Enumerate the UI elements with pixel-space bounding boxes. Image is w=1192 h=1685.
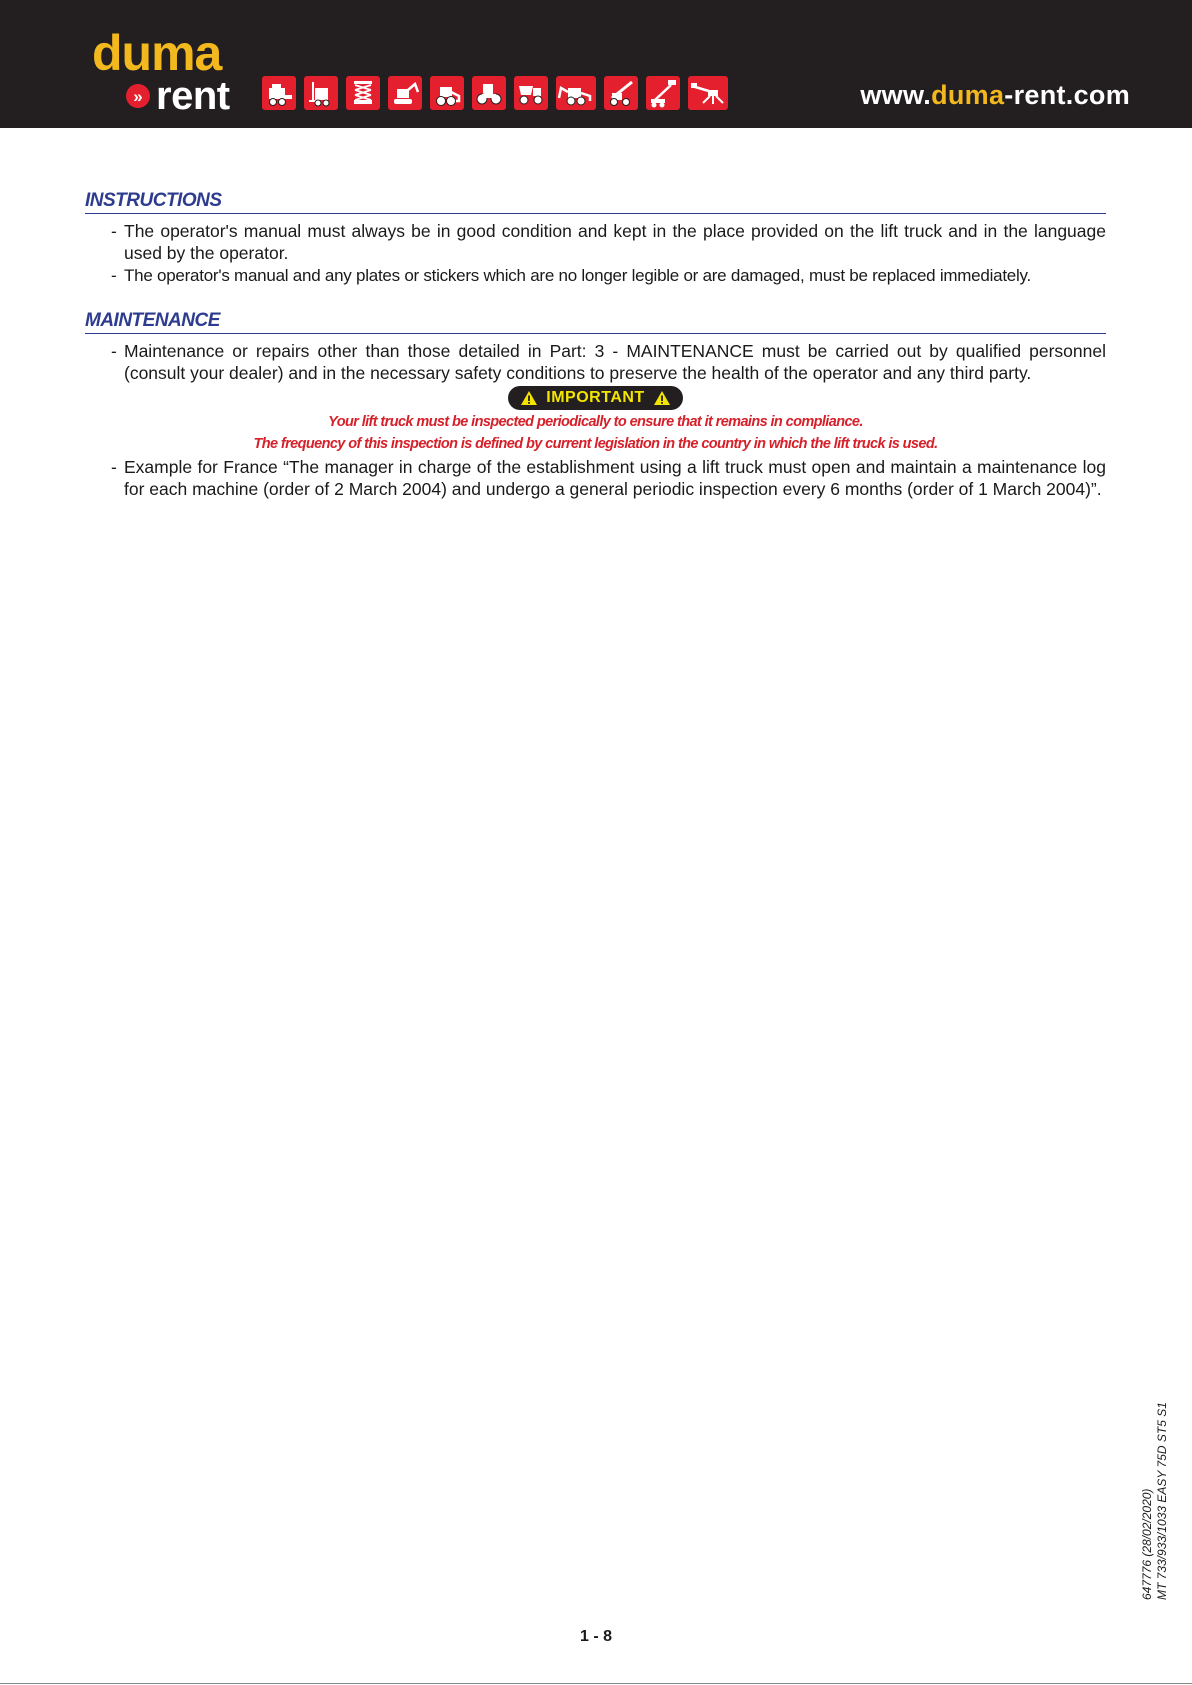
warning-icon [653,390,671,406]
website-prefix: www. [860,80,932,110]
page-bottom-rule [0,1683,1192,1684]
backhoe-icon [556,76,596,110]
scissor-lift-icon [346,76,380,110]
instructions-bullet-1: The operator's manual must always be in good condition and kept in the place provided on the lift truck and in the language used by the operator. [124,221,1106,263]
spider-lift-icon [688,76,728,110]
skid-steer-icon [262,76,296,110]
important-notice [85,386,1106,411]
maintenance-bullet-2: Example for France “The manager in charge of the establishment using a lift truck must open and maintain a maintenance log for each machine (order of 2 March 2004) and undergo a general periodic inspection every 6 months (order of 1 March 2004)”. [124,457,1106,499]
instructions-section [85,190,1106,287]
maintenance-title: MAINTENANCE [85,310,1106,334]
website-url[interactable] [860,80,1130,111]
website-suffix: -rent.com [1004,80,1130,110]
important-badge [508,386,682,410]
doc-ref-line-2: MT 733/933/1033 EASY 75D ST5 S1 [1155,1402,1169,1600]
mini-excavator-icon [388,76,422,110]
website-brand: duma [931,80,1005,110]
list-item: - Maintenance or repairs other than those detailed in Part: 3 - MAINTENANCE must be carried out by qualified personnel (consult your dealer) and in the necessary safety conditions to preserve the health of the operator and any third party. [111,341,1106,383]
logo-rent-text: rent [156,74,230,118]
instructions-bullet-2: The operator's manual and any plates or stickers which are no longer legible or are damaged, must be replaced immediately. [124,266,1031,285]
wheel-loader-icon [430,76,464,110]
maintenance-bullet-1: Maintenance or repairs other than those detailed in Part: 3 - MAINTENANCE must be carried out by qualified personnel (consult your dealer) and in the necessary safety conditions to preserve the health of the operator and any third party. [124,341,1106,383]
warning-line-1: Your lift truck must be inspected periodically to ensure that it remains in compliance. [328,414,863,430]
list-item: - The operator's manual must always be in good condition and kept in the place provided on the lift truck and in the language used by the operator. [111,221,1106,263]
page-number: 1 - 8 [579,1628,612,1645]
dumper-icon [514,76,548,110]
instructions-title: INSTRUCTIONS [85,190,1106,214]
warning-line-2: The frequency of this inspection is defined by current legislation in the country in which the lift truck is used. [253,436,938,452]
document-reference [1140,1402,1170,1600]
maintenance-section [85,310,1106,500]
warning-icon [520,390,538,406]
compactor-icon [472,76,506,110]
machine-icon-strip [262,76,728,110]
header-banner [0,0,1192,128]
doc-ref-line-1: 647776 (28/02/2020) [1140,1488,1154,1600]
important-label: IMPORTANT [546,389,645,406]
telehandler-icon [604,76,638,110]
chevron-icon: » [126,84,150,108]
boom-lift-icon [646,76,680,110]
logo-duma-text: duma [92,25,222,81]
logo-rent [126,76,230,116]
forklift-icon [304,76,338,110]
list-item: - The operator's manual and any plates or stickers which are no longer legible or are damaged, must be replaced immediately. [111,266,1031,285]
list-item: - Example for France “The manager in charge of the establishment using a lift truck must open and maintain a maintenance log for each machine (order of 2 March 2004) and undergo a general periodic inspection every 6 months (order of 1 March 2004)”. [111,457,1106,499]
